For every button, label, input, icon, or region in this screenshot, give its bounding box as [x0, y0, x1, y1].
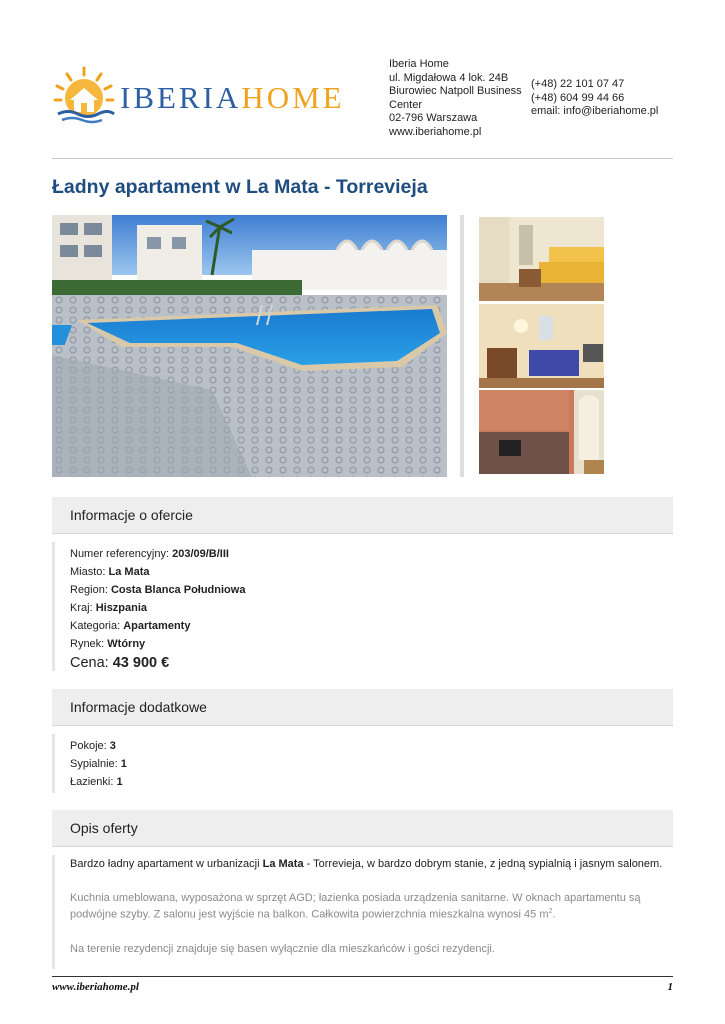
region-row [55, 581, 676, 599]
p2-end: . [552, 908, 556, 921]
address-line: 02-796 Warszawa [389, 112, 478, 124]
email-link[interactable]: email: info@iberiahome.pl [531, 105, 659, 117]
pool-photo[interactable] [52, 215, 447, 477]
row-value: 1 [120, 758, 127, 770]
country-row [55, 599, 676, 617]
page-title: Ładny apartament w La Mata - Torrevieja [52, 176, 428, 198]
row-label: Kraj: [70, 602, 96, 614]
footer-page-number: 1 [667, 981, 673, 993]
footer-website[interactable]: www.iberiahome.pl [52, 981, 139, 993]
row-label: Sypialnie: [70, 758, 121, 770]
row-label: Rynek: [70, 638, 108, 650]
row-value: 3 [109, 740, 116, 752]
offer-info-header [52, 497, 673, 534]
description-heading: Opis oferty [70, 820, 138, 836]
description-paragraph-1 [55, 857, 676, 871]
website-link[interactable]: www.iberiahome.pl [389, 125, 482, 138]
p1-text: Bardzo ładny apartament w urbanizacji [70, 858, 263, 870]
address-line: ul. Migdałowa 4 lok. 24B [389, 71, 509, 84]
offer-info-heading: Informacje o ofercie [70, 507, 193, 523]
address-line: Biurowiec Natpoll Business Center [389, 85, 522, 111]
row-label: Łazienki: [70, 776, 117, 788]
ref-number-row [55, 545, 676, 563]
bedrooms-row [55, 755, 676, 773]
extra-info-header [52, 689, 673, 726]
row-value: Apartamenty [123, 620, 191, 632]
market-row [55, 635, 676, 653]
p2-text: Kuchnia umeblowana, wyposażona w sprzęt AGD; łazienka posiada urządzenia sanitarne. W oknach apartamentu są podwójne szyby. Z salonu jest wyjście na balkon. Całkowita powierzchnia mieszkalna wynosi 45 m [70, 892, 641, 921]
rooms-row [55, 737, 676, 755]
address-line: Iberia Home [389, 58, 449, 70]
bedroom-photo[interactable] [479, 304, 604, 388]
description-header [52, 810, 673, 847]
row-value: Wtórny [107, 638, 146, 650]
extra-info-heading: Informacje dodatkowe [70, 699, 207, 715]
row-label: Region: [70, 584, 111, 596]
footer-divider [52, 976, 673, 977]
p1-bold: La Mata [262, 858, 304, 870]
row-value: Hiszpania [95, 602, 148, 614]
bathrooms-row [55, 773, 676, 791]
company-logo [52, 66, 352, 126]
offer-info-body [52, 542, 676, 671]
city-row [55, 563, 676, 581]
row-label: Numer referencyjny: [70, 548, 173, 560]
photo-divider [460, 215, 464, 477]
p2-superscript: 2 [548, 908, 553, 915]
price-label: Cena: [70, 655, 113, 671]
price [55, 653, 676, 673]
description-paragraph-2 [55, 891, 676, 922]
row-label: Miasto: [70, 566, 109, 578]
row-value: 203/09/B/III [172, 548, 229, 560]
header-divider [52, 158, 673, 159]
company-contact [531, 78, 658, 119]
p1-text-end: - Torrevieja, w bardzo dobrym stanie, z jedną sypialnią i jasnym salonem. [303, 858, 663, 870]
kitchen-photo[interactable] [479, 390, 604, 474]
row-value: 1 [116, 776, 123, 788]
phone-1[interactable]: (+48) 22 101 07 47 [531, 78, 625, 90]
logo-word-home: HOME [241, 80, 345, 115]
company-address [389, 58, 529, 139]
sun-house-logo-icon [52, 66, 116, 126]
row-label: Pokoje: [70, 740, 110, 752]
row-value: Costa Blanca Południowa [110, 584, 246, 596]
row-value: La Mata [108, 566, 150, 578]
description-paragraph-3: Na terenie rezydencji znajduje się basen wyłącznie dla mieszkańców i gości rezydencji. [70, 942, 495, 955]
living-room-photo[interactable] [479, 217, 604, 301]
logo-wordmark [120, 80, 345, 116]
description-body [52, 855, 676, 969]
price-value: 43 900 € [112, 655, 170, 671]
phone-2[interactable]: (+48) 604 99 44 66 [531, 91, 625, 104]
category-row [55, 617, 676, 635]
row-label: Kategoria: [70, 620, 124, 632]
logo-word-iberia: IBERIA [120, 80, 242, 115]
extra-info-body [52, 734, 676, 793]
